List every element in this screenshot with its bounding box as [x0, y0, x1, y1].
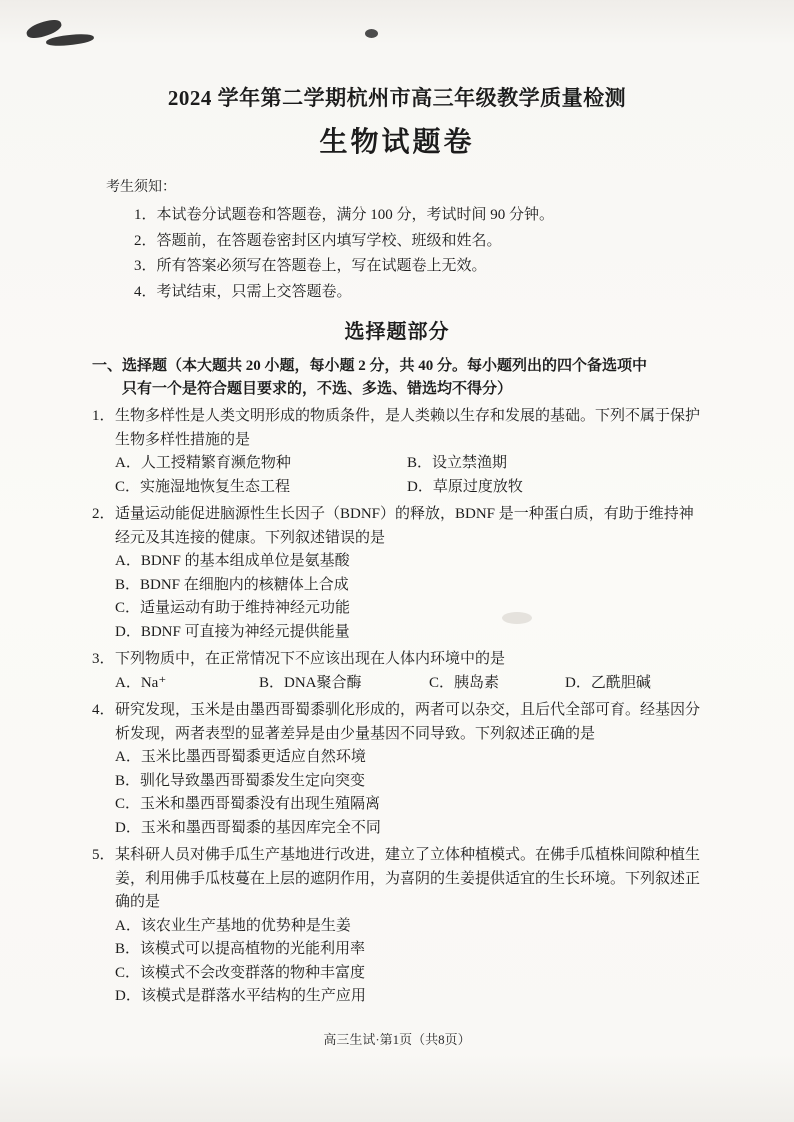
- question-stem: 适量运动能促进脑源性生长因子（BDNF）的释放，BDNF 是一种蛋白质，有助于维持神经元及其连接的健康。下列叙述错误的是: [115, 506, 694, 546]
- option-b: B．DNA聚合酶: [259, 674, 362, 691]
- question-1: [92, 405, 702, 499]
- question-stem: 研究发现，玉米是由墨西哥蜀黍驯化形成的，两者可以杂交，且后代全部可育。经基因分析发现，两者表型的显著差异是由少量基因不同导致。下列叙述正确的是: [115, 702, 701, 742]
- notice-section: [92, 177, 702, 305]
- option-c: C．该模式不会改变群落的物种丰富度: [115, 964, 366, 981]
- question-2: [92, 503, 702, 644]
- option-a: A．人工授精繁育濒危物种: [115, 455, 291, 471]
- option-c: C．实施湿地恢复生态工程: [115, 478, 291, 495]
- notice-item-2: 2．答题前，在答题卷密封区内填写学校、班级和姓名。: [134, 232, 502, 249]
- question-number: 2．: [92, 506, 115, 522]
- option-d: D．乙酰胆碱: [565, 674, 651, 691]
- option-c: C．玉米和墨西哥蜀黍没有出现生殖隔离: [115, 796, 381, 812]
- notice-heading: 考生须知：: [106, 180, 176, 195]
- scan-artifact-top-left-2: [46, 33, 95, 48]
- option-b: B．该模式可以提高植物的光能利用率: [115, 941, 366, 957]
- question-options: [115, 452, 702, 499]
- option-a: A．BDNF 的基本组成单位是氨基酸: [115, 553, 350, 569]
- question-stem: 生物多样性是人类文明形成的物质条件，是人类赖以生存和发展的基础。下列不属于保护生物多样性措施的是: [115, 408, 701, 448]
- option-c: C．适量运动有助于维持神经元功能: [115, 600, 351, 616]
- question-number: 4．: [92, 702, 115, 718]
- option-a: A．该农业生产基地的优势种是生姜: [115, 917, 351, 934]
- option-d: D．玉米和墨西哥蜀黍的基因库完全不同: [115, 819, 381, 836]
- section-intro: [92, 355, 702, 401]
- question-stem: 某科研人员对佛手瓜生产基地进行改进，建立了立体种植模式。在佛手瓜植株间隙种植生姜，利用佛手瓜枝蔓在上层的遮阴作用，为喜阴的生姜提供适宜的生长环境。下列叙述正确的是: [115, 847, 701, 910]
- question-options: [115, 746, 702, 840]
- notice-list: [134, 203, 702, 305]
- question-number: 3．: [92, 651, 115, 667]
- page-footer: 高三生试·第1页（共8页）: [323, 1032, 471, 1047]
- intro-line-1: 一、选择题（本大题共 20 小题，每小题 2 分，共 40 分。每小题列出的四个备选项中: [92, 358, 648, 374]
- option-b: B．设立禁渔期: [407, 455, 508, 471]
- questions-list: [92, 405, 702, 1009]
- section-title: 选择题部分: [344, 321, 450, 343]
- question-number: 5．: [92, 847, 115, 863]
- intro-line-2: 只有一个是符合题目要求的，不选、多选、错选均不得分）: [122, 381, 513, 397]
- option-a: A．Na⁺: [115, 674, 167, 691]
- option-b: B．BDNF 在细胞内的核糖体上合成: [115, 576, 349, 593]
- notice-item-4: 4．考试结束，只需上交答题卷。: [134, 283, 352, 300]
- option-a: A．玉米比墨西哥蜀黍更适应自然环境: [115, 749, 366, 765]
- question-options: [115, 550, 702, 644]
- question-3: [92, 648, 702, 695]
- question-options: [115, 915, 702, 1009]
- scan-artifact-top-center: [365, 29, 378, 38]
- question-number: 1．: [92, 408, 115, 424]
- paper-subtitle: 生物试题卷: [319, 127, 475, 158]
- notice-item-3: 3．所有答案必须写在答题卷上，写在试题卷上无效。: [134, 258, 487, 274]
- option-d: D．该模式是群落水平结构的生产应用: [115, 988, 366, 1004]
- question-4: [92, 699, 702, 840]
- scan-smudge-right: [502, 612, 532, 624]
- question-options: [115, 672, 702, 696]
- question-stem: 下列物质中，在正常情况下不应该出现在人体内环境中的是: [115, 651, 506, 667]
- option-d: D．BDNF 可直接为神经元提供能量: [115, 623, 350, 640]
- option-b: B．驯化导致墨西哥蜀黍发生定向突变: [115, 772, 366, 789]
- option-d: D．草原过度放牧: [407, 478, 523, 495]
- page-title: 2024 学年第二学期杭州市高三年级教学质量检测: [167, 86, 627, 110]
- option-c: C．胰岛素: [429, 674, 500, 691]
- notice-item-1: 1．本试卷分试题卷和答题卷，满分 100 分，考试时间 90 分钟。: [134, 207, 555, 223]
- question-5: [92, 844, 702, 1009]
